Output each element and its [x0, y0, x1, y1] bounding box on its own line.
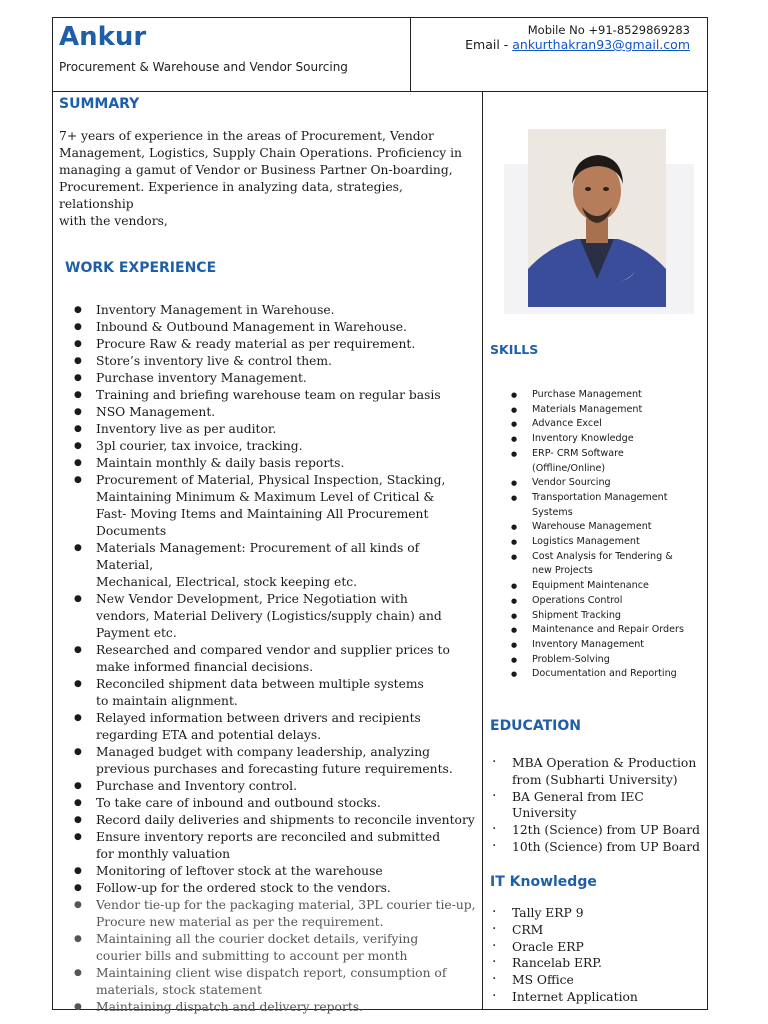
skill-item-text: ● Warehouse Management — [532, 521, 652, 533]
education-item — [490, 789, 706, 823]
column-divider — [482, 92, 483, 1009]
work-item-text: ● Maintaining all the courier docket details, verifying — [96, 932, 419, 946]
work-item-text: ● Managed budget with company leadership, analyzing — [96, 745, 431, 759]
skill-item-text: ● Inventory Management — [532, 638, 645, 650]
summary-line: 7+ years of experience in the areas of Procurement, Vendor — [59, 129, 434, 143]
work-item-text: ● 3pl courier, tax invoice, tracking. — [96, 439, 303, 453]
work-item — [59, 302, 477, 319]
skill-item-text: ● Problem-Solving — [532, 653, 610, 665]
work-item — [59, 421, 477, 438]
education-item-text: · MBA Operation & Production — [512, 756, 697, 770]
work-experience-title: WORK EXPERIENCE — [65, 260, 217, 276]
work-item — [59, 710, 477, 744]
it-item — [490, 955, 706, 972]
work-item-text: Procure new material as per the requirement. — [96, 915, 384, 929]
work-item — [59, 404, 477, 421]
skill-item — [490, 403, 706, 418]
it-item — [490, 905, 706, 922]
it-item-text: · CRM — [512, 922, 544, 937]
skill-item-text: ● Purchase Management — [532, 389, 642, 400]
skill-item — [490, 491, 706, 520]
skills-list — [490, 388, 706, 682]
skill-item-text: ● Inventory Knowledge — [532, 433, 634, 445]
summary-line: managing a gamut of Vendor or Business Partner On-boarding, — [59, 163, 453, 177]
resume-frame — [52, 17, 708, 1014]
work-item-text: ● Researched and compared vendor and supplier prices to — [96, 643, 450, 657]
skill-item-text: ● Operations Control — [532, 594, 623, 606]
work-item-text: previous purchases and forecasting future requirements. — [96, 762, 453, 776]
it-item-text: · MS Office — [512, 973, 574, 988]
work-item-text: ● Record daily deliveries and shipments to reconcile inventory — [96, 813, 475, 827]
work-item — [59, 795, 477, 812]
skill-item — [490, 417, 706, 432]
profile-photo — [528, 129, 666, 307]
skill-item — [490, 667, 706, 682]
work-item-text: ● Follow-up for the ordered stock to the vendors. — [96, 881, 391, 895]
summary-title: SUMMARY — [59, 96, 140, 112]
work-item-text: materials, stock statement — [96, 983, 262, 997]
work-item — [59, 319, 477, 336]
skill-item — [490, 550, 706, 579]
it-knowledge-list — [490, 905, 706, 1006]
it-item-text: · Tally ERP 9 — [512, 906, 584, 920]
it-knowledge-title: IT Knowledge — [490, 874, 597, 890]
work-item-text: regarding ETA and potential delays. — [96, 728, 322, 742]
work-item-text: courier bills and submitting to account per month — [96, 949, 408, 963]
email-label: Email - — [465, 37, 513, 52]
work-item-text: ● Vendor tie-up for the packaging material, 3PL courier tie-up, — [96, 898, 476, 912]
work-item — [59, 455, 477, 472]
work-item-text: ● New Vendor Development, Price Negotiation with — [96, 592, 408, 606]
skill-item-text: ● Advance Excel — [532, 418, 602, 430]
work-item-text: ● Purchase and Inventory control. — [96, 779, 298, 793]
work-item — [59, 387, 477, 404]
work-item — [59, 744, 477, 778]
work-item-text: ● Inbound & Outbound Management in Warehouse. — [96, 320, 407, 334]
summary-line: with the vendors, — [59, 214, 168, 228]
education-item-text: · 12th (Science) from UP Board — [512, 823, 700, 838]
header-name-block — [53, 18, 411, 92]
left-column — [59, 96, 477, 1016]
skill-item-text: ● Materials Management — [532, 403, 643, 415]
skills-title: SKILLS — [490, 342, 539, 357]
it-item — [490, 939, 706, 956]
skill-item-text: ● Vendor Sourcing — [532, 477, 611, 489]
skill-item-text: ● Cost Analysis for Tendering & — [532, 550, 673, 562]
work-item-text: ● Purchase inventory Management. — [96, 371, 307, 385]
education-item — [490, 822, 706, 839]
work-item — [59, 438, 477, 455]
work-item-text: Payment etc. — [96, 626, 177, 640]
work-item-text: to maintain alignment. — [96, 694, 238, 708]
skill-item — [490, 594, 706, 609]
work-item — [59, 880, 477, 897]
work-item-text: ● Relayed information between drivers and recipients — [96, 711, 421, 725]
skill-item-text: (Offline/Online) — [532, 462, 606, 474]
work-item-text: Maintaining Minimum & Maximum Level of Critical & — [96, 490, 435, 504]
work-item-text: ● Inventory live as per auditor. — [96, 422, 277, 436]
skill-item — [490, 638, 706, 653]
education-list — [490, 755, 706, 856]
work-item-text: ● Maintain monthly & daily basis reports. — [96, 456, 345, 470]
work-item-text: ● Reconciled shipment data between multiple systems — [96, 677, 424, 691]
skill-item-text: ● ERP- CRM Software — [532, 447, 624, 459]
skill-item-text: ● Shipment Tracking — [532, 609, 622, 621]
work-item — [59, 897, 477, 931]
work-item — [59, 965, 477, 999]
it-item — [490, 989, 706, 1006]
work-item — [59, 829, 477, 863]
skill-item-text: ● Logistics Management — [532, 536, 640, 548]
mobile-number: Mobile No +91-8529869283 — [527, 23, 690, 37]
work-item-text: ● Ensure inventory reports are reconciled and submitted — [96, 830, 441, 844]
summary-text — [59, 128, 477, 230]
skill-item — [490, 579, 706, 594]
candidate-tagline: Procurement & Warehouse and Vendor Sourcing — [59, 60, 348, 74]
education-item-text: · BA General from IEC University — [512, 789, 644, 821]
candidate-name: Ankur — [59, 22, 147, 52]
skill-item — [490, 447, 706, 476]
skill-item-text: new Projects — [532, 565, 593, 577]
work-item — [59, 353, 477, 370]
education-title: EDUCATION — [490, 718, 581, 734]
work-item — [59, 472, 477, 540]
work-item-text: ● Maintaining dispatch and delivery reports. — [96, 1000, 363, 1014]
education-item — [490, 755, 706, 789]
work-item-text: ● Store’s inventory live & control them. — [96, 354, 332, 368]
work-item-text: Fast- Moving Items and Maintaining All Procurement — [96, 507, 429, 521]
work-item — [59, 676, 477, 710]
email-link[interactable]: ankurthakran93@gmail.com — [512, 37, 690, 52]
skill-item — [490, 476, 706, 491]
work-item-text: Mechanical, Electrical, stock keeping etc. — [96, 575, 358, 589]
work-item-text: ● Procure Raw & ready material as per requirement. — [96, 337, 416, 351]
work-item — [59, 931, 477, 965]
work-item-text: ● Procurement of Material, Physical Inspection, Stacking, — [96, 473, 446, 487]
work-item — [59, 370, 477, 387]
it-item — [490, 922, 706, 939]
skill-item-text: ● Maintenance and Repair Orders — [532, 624, 684, 636]
it-item-text: · Rancelab ERP. — [512, 956, 602, 971]
skill-item — [490, 609, 706, 624]
skill-item — [490, 388, 706, 403]
skill-item — [490, 432, 706, 447]
work-item-text: vendors, Material Delivery (Logistics/supply chain) and — [96, 609, 442, 623]
work-item-text: make informed financial decisions. — [96, 660, 314, 674]
work-item-text: Documents — [96, 524, 167, 538]
work-experience-list — [59, 302, 477, 1016]
work-item — [59, 642, 477, 676]
work-item — [59, 591, 477, 642]
work-item — [59, 778, 477, 795]
education-item-text: from (Subharti University) — [512, 772, 678, 787]
education-item — [490, 839, 706, 856]
work-item — [59, 336, 477, 353]
skill-item — [490, 535, 706, 550]
it-item — [490, 972, 706, 989]
work-item-text: ● Materials Management: Procurement of all kinds of Material, — [96, 541, 420, 572]
skill-item-text: Systems — [532, 506, 573, 518]
summary-line: Management, Logistics, Supply Chain Operations. Proficiency in — [59, 146, 462, 160]
summary-line: Procurement. Experience in analyzing data, strategies, relationship — [59, 180, 403, 211]
work-item-text: ● Training and briefing warehouse team on regular basis — [96, 388, 441, 402]
work-item — [59, 812, 477, 829]
skill-item-text: ● Equipment Maintenance — [532, 580, 649, 592]
work-item-text: ● Monitoring of leftover stock at the warehouse — [96, 864, 383, 878]
profile-photo-image — [528, 129, 666, 307]
it-item-text: · Oracle ERP — [512, 939, 584, 954]
skill-item — [490, 653, 706, 668]
skill-item — [490, 623, 706, 638]
work-item-text: ● To take care of inbound and outbound stocks. — [96, 796, 381, 810]
it-item-text: · Internet Application — [512, 989, 638, 1004]
skill-item-text: ● Documentation and Reporting — [532, 668, 677, 680]
header-contact-block — [411, 18, 707, 92]
education-item-text: · 10th (Science) from UP Board — [512, 839, 700, 854]
email-line — [411, 37, 690, 53]
skill-item — [490, 520, 706, 535]
work-item — [59, 540, 477, 591]
work-item-text: for monthly valuation — [96, 847, 231, 861]
work-item-text: ● Maintaining client wise dispatch report, consumption of — [96, 966, 447, 980]
work-item — [59, 863, 477, 880]
work-item-text: ● NSO Management. — [96, 405, 216, 419]
work-item-text: ● Inventory Management in Warehouse. — [96, 303, 335, 317]
skill-item-text: ● Transportation Management — [532, 491, 668, 503]
work-item — [59, 999, 477, 1016]
